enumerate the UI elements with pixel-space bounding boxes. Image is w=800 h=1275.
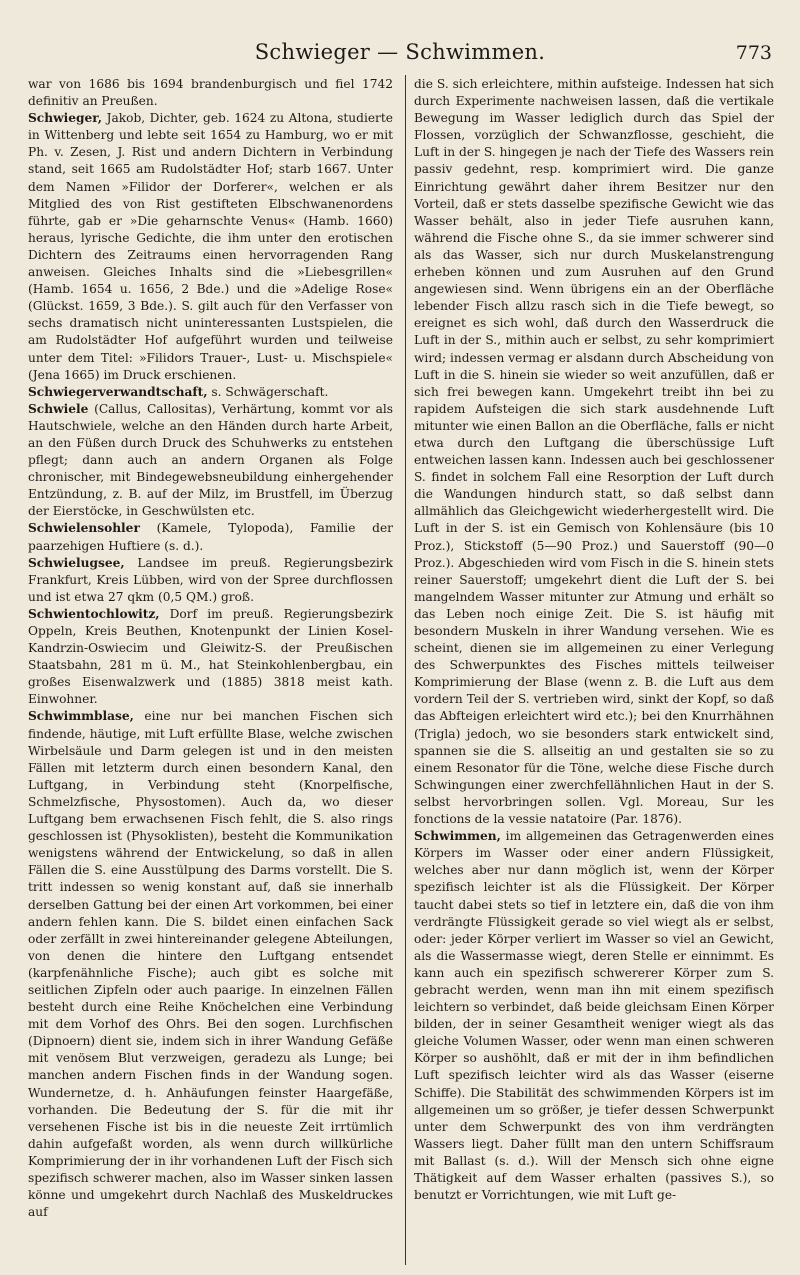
entry-text: eine nur bei manchen Fischen sich findende, häutige, mit Luft erfüllte Blase, welche zwischen Wirbelsäule und Darm gelegen ist und in den meisten Fällen mit letzterm durch einen besondern Kanal, den Luftgang, in Verbindung steht (Knorpelfische, Schmelzfische, Physostomen). Auch da, wo dieser Luftgang bem erwachsenen Fisch fehlt, die S. also rings geschlossen ist (Physoklisten), besteht die Kommunikation wenigstens während der Entwickelung, so daß in allen Fällen die S. eine Ausstülpung des Darms vorstellt. Die S. tritt indessen so wenig konstant auf, daß sie innerhalb derselben Gattung bei der einen Art vorkommen, bei einer andern fehlen kann. Die S. bildet einen einfachen Sack oder zerfällt in zwei hintereinander gelegene Abteilungen, von denen die hintere den Luftgang entsendet (karpfenähnliche Fische); auch gibt es solche mit seitlichen Zipfeln oder auch paarige. In einzelnen Fällen besteht durch eine Reihe Knöchelchen eine Verbindung mit dem Vorhof des Ohrs. Bei den sogen. Lurchfischen (Dipnoern) dient sie, indem sich in ihrer Wandung Gefäße mit venösem Blut verzweigen, geradezu als Lunge; bei manchen andern Fischen finds in der Wandung sogen. Wundernetze, d. h. Anhäufungen feinster Haargefäße, vorhanden. Die Bedeutung der S. für die mit ihr versehenen Fische ist bis in die neueste Zeit irrtümlich dahin aufgefaßt worden, als wenn durch willkürliche Komprimierung der in ihr vorhandenen Luft der Fisch sich spezifisch schwerer machen, also im Wasser sinken lassen könne und umgekehrt durch Nachlaß des Muskeldruckes auf	[28, 709, 393, 1220]
entry-schwiele	[28, 401, 393, 521]
entry-headword: Schwimmen,	[414, 829, 501, 844]
entry-schwientochlowitz	[28, 606, 393, 709]
entry-text: die S. sich erleichtere, mithin aufsteige. Indessen hat sich durch Experimente nachweisen lassen, daß die vertikale Bewegung im Wasser lediglich durch das Spiel der Flossen, vorzüglich der Schwanzflosse, geschieht, die Luft in der S. hingegen je nach der Tiefe des Wassers rein passiv gedehnt, resp. komprimiert wird. Die ganze Einrichtung gewährt daher ihrem Besitzer nur den Vorteil, daß er stets dasselbe spezifische Gewicht wie das Wasser behält, also in jeder Tiefe ausruhen kann, während die Fische ohne S., da sie immer schwerer sind als das Wasser, sich nur durch Muskelanstrengung erheben können und zum Ausruhen auf den Grund angewiesen sind. Wenn übrigens ein an der Oberfläche lebender Fisch allzu rasch sich in die Tiefe bewegt, so ereignet es sich wohl, daß durch den Wasserdruck die Luft in der S., mithin auch er selbst, zu sehr komprimiert wird; indessen vermag er alsdann durch Abscheidung von Luft in die S. hinein sie wieder so weit anzufüllen, daß er sich frei bewegen kann. Umgekehrt treibt ihn bei zu rapidem Aufsteigen die sich stark ausdehnende Luft mitunter wie einen Ballon an die Oberfläche, falls er nicht etwa durch den Luftgang die überschüssige Luft entweichen lassen kann. Indessen auch bei geschlossener S. findet in solchem Fall eine Resorption der Luft durch die Wandungen hindurch statt, so daß selbst dann allmählich das Gleichgewicht wiederhergestellt wird. Die Luft in der S. ist ein Gemisch von Kohlensäure (bis 10 Proz.), Stickstoff (5—90 Proz.) und Sauerstoff (90—0 Proz.). Abgeschieden wird vom Fisch in die S. hinein stets reiner Sauerstoff; umgekehrt dient die Luft der S. bei mangelndem Wasser mitunter zur Atmung und erhält so das Leben noch einige Zeit. Die S. ist häufig mit besondern Muskeln in ihrer Wandung versehen. Wie es scheint, dienen sie im allgemeinen zu einer Verlegung des Schwerpunktes des Fisches mittels teilweiser Komprimierung der Blase (wenn z. B. die Luft aus dem vordern Teil der S. vertrieben wird, sinkt der Kopf, so daß das Abfteigen erleichtert wird etc.); bei den Knurrhähnen (Trigla) jedoch, wo sie besonders stark entwickelt sind, spannen sie die S. allseitig an und gestalten sie so zu einem Resonator für die Töne, welche diese Fische durch Schwingungen einer zwerchfellähnlichen Haut in der S. selbst hervorbringen sollen. Vgl. Moreau, Sur les fonctions de la vessie natatoire (Par. 1876).	[414, 77, 774, 827]
entry-text: Jakob, Dichter, geb. 1624 zu Altona, studierte in Wittenberg und lebte seit 1654 zu Hamburg, wo er mit Ph. v. Zesen, J. Rist und andern Dichtern in Verbindung stand, seit 1665 am Rudolstädter Hof; starb 1667. Unter dem Namen »Filidor der Dorferer«, welchen er als Mitglied des von Rist gestifteten Elbschwanenordens führte, gab er »Die geharnschte Venus« (Hamb. 1660) heraus, lyrische Gedichte, die ihm unter den erotischen Dichtern des Zeitraums einen hervorragenden Rang anweisen. Gleiches Inhalts sind die »Liebesgrillen« (Hamb. 1654 u. 1656, 2 Bde.) und die »Adelige Rose« (Glückst. 1659, 3 Bde.). S. gilt auch für den Verfasser von sechs dramatisch nicht uninteressanten Lustspielen, die am Rudolstädter Hof aufgeführt wurden und teilweise unter dem Titel: »Filidors Trauer-, Lust- u. Mischspiele« (Jena 1665) im Druck erschienen.	[28, 111, 393, 382]
entry-headword: Schwiegerverwandtschaft,	[28, 384, 208, 399]
right-column	[414, 76, 774, 1204]
entry-headword: Schwimmblase,	[28, 709, 134, 724]
column-divider	[405, 75, 406, 1265]
entry-text: s. Schwägerschaft.	[207, 384, 329, 399]
entry-headword: Schwientochlowitz,	[28, 606, 160, 621]
entry-continuation	[414, 76, 774, 828]
entry-headword: Schwiele	[28, 401, 89, 416]
entry-text: war von 1686 bis 1694 brandenburgisch und fiel 1742 definitiv an Preußen.	[28, 77, 393, 109]
entry-text: Landsee im preuß. Regierungsbezirk Frankfurt, Kreis Lübben, wird von der Spree durchflossen und ist etwa 27 qkm (0,5 QM.) groß.	[28, 555, 393, 604]
entry-headword: Schwieger,	[28, 111, 103, 126]
entry-text: (Kamele, Tylopoda), Familie der paarzehigen Huftiere (s. d.).	[28, 521, 393, 553]
page-number: 773	[735, 42, 772, 64]
entry-schwiegerverwandtschaft	[28, 384, 393, 401]
entry-continuation	[28, 76, 393, 110]
entry-schwielensohler	[28, 520, 393, 554]
entry-headword: Schwielugsee,	[28, 555, 125, 570]
entry-schwieger	[28, 110, 393, 384]
entry-schwielugsee	[28, 555, 393, 606]
entry-headword: Schwielensohler	[28, 521, 140, 536]
entry-text: Dorf im preuß. Regierungsbezirk Oppeln, Kreis Beuthen, Knotenpunkt der Linien Kosel-Kandrzin-Oswiecim und Gleiwitz-S. der Preußischen Staatsbahn, 281 m ü. M., hat Steinkohlenbergbau, ein großes Eisenwalzwerk und (1885) 3818 meist kath. Einwohner.	[28, 606, 393, 707]
left-column	[28, 76, 393, 1221]
entry-schwimmblase	[28, 708, 393, 1221]
entry-text: im allgemeinen das Getragenwerden eines Körpers im Wasser oder einer andern Flüssigkeit, welches aber nur dann möglich ist, wenn der Körper spezifisch leichter ist als die Flüssigkeit. Der Körper taucht dabei stets so tief in letztere ein, daß die von ihm verdrängte Flüssigkeit gerade so viel wiegt als er selbst, oder: jeder Körper verliert im Wasser so viel an Gewicht, als die Wassermasse wiegt, deren Stelle er einnimmt. Es kann auch ein spezifisch schwererer Körper zum S. gebracht werden, wenn man ihn mit einem spezifisch leichtern so verbindet, daß beide gleichsam Einen Körper bilden, der in seiner Gesamtheit weniger wiegt als das gleiche Volumen Wasser, oder wenn man einen schweren Körper so aushöhlt, daß er mit der in ihm befindlichen Luft spezifisch leichter wird als das Wasser (eiserne Schiffe). Die Stabilität des schwimmenden Körpers ist im allgemeinen um so größer, je tiefer dessen Schwerpunkt unter dem Schwerpunkt des von ihm verdrängten Wassers liegt. Daher füllt man den untern Schiffsraum mit Ballast (s. d.). Will der Mensch sich ohne eigne Thätigkeit auf dem Wasser erhalten (passives S.), so benutzt er Vorrichtungen, wie mit Luft ge-	[414, 829, 774, 1203]
entry-text: (Callus, Callositas), Verhärtung, kommt vor als Hautschwiele, welche an den Händen durch harte Arbeit, an den Füßen durch Druck des Schuhwerks zu entstehen pflegt; dann auch an andern Organen als Folge chronischer, mit Bindegewebsneubildung einhergehender Entzündung, z. B. auf der Milz, im Brustfell, im Überzug der Eierstöcke, in Geschwülsten etc.	[28, 401, 393, 519]
running-title: Schwieger — Schwimmen.	[254, 40, 546, 64]
page-header	[0, 40, 800, 70]
entry-schwimmen	[414, 828, 774, 1204]
